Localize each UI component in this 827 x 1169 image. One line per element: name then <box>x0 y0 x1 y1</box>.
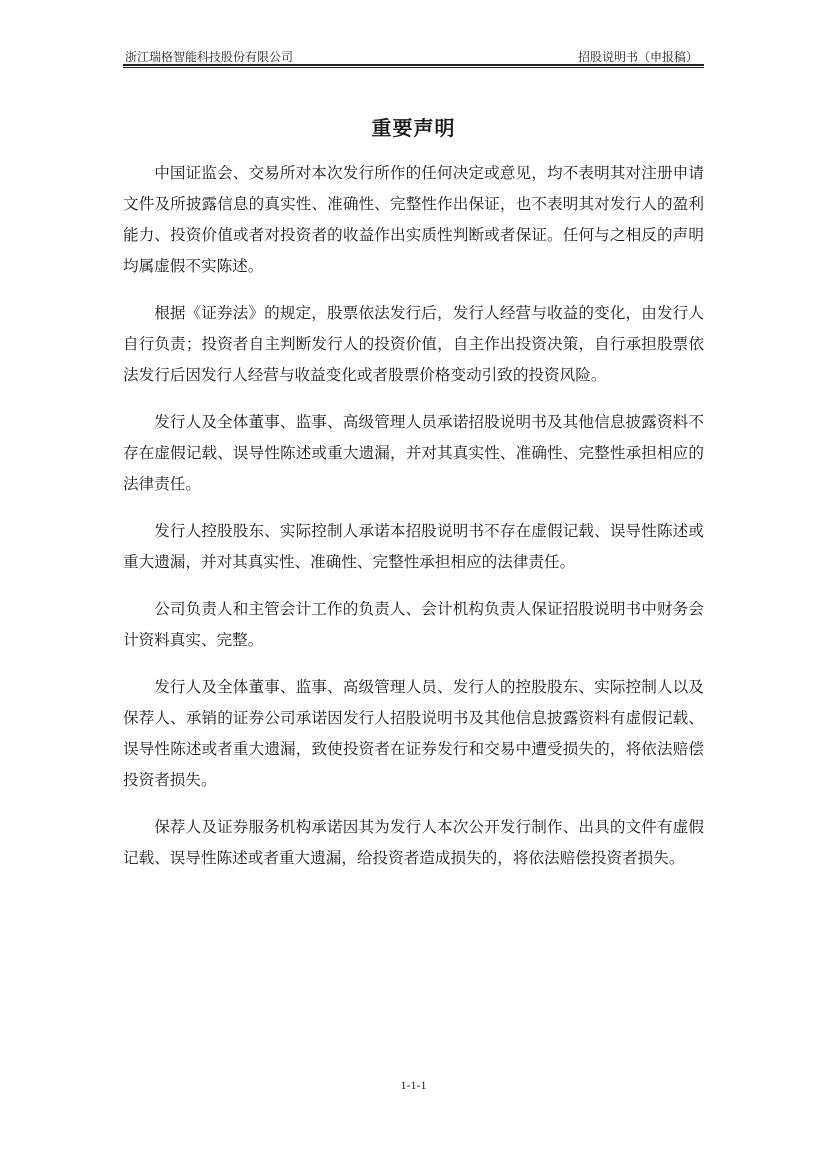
statement-body <box>123 158 704 890</box>
paragraph-2: 根据《证券法》的规定，股票依法发行后，发行人经营与收益的变化，由发行人自行负责；投资者自主判断发行人的投资价值，自主作出投资决策，自行承担股票依法发行后因发行人经营与收益变化或者股票价格变动引致的投资风险。 <box>123 304 704 384</box>
page-header <box>123 46 704 66</box>
paragraph-6: 发行人及全体董事、监事、高级管理人员、发行人的控股股东、实际控制人以及保荐人、承销的证券公司承诺因发行人招股说明书及其他信息披露资料有虚假记载、误导性陈述或者重大遗漏，致使投资者在证券发行和交易中遭受损失的，将依法赔偿投资者损失。 <box>123 678 704 789</box>
header-company-name: 浙江瑞格智能科技股份有限公司 <box>125 50 294 64</box>
paragraph-5: 公司负责人和主管会计工作的负责人、会计机构负责人保证招股说明书中财务会计资料真实、完整。 <box>123 600 704 649</box>
header-document-name: 招股说明书（申报稿） <box>577 50 698 64</box>
paragraph-4: 发行人控股股东、实际控制人承诺本招股说明书不存在虚假记载、误导性陈述或重大遗漏，并对其真实性、准确性、完整性承担相应的法律责任。 <box>123 522 704 571</box>
paragraph-1: 中国证监会、交易所对本次发行所作的任何决定或意见，均不表明其对注册申请文件及所披露信息的真实性、准确性、完整性作出保证，也不表明其对发行人的盈利能力、投资价值或者对投资者的收益作出实质性判断或者保证。任何与之相反的声明均属虚假不实陈述。 <box>123 164 704 275</box>
paragraph-7: 保荐人及证券服务机构承诺因其为发行人本次公开发行制作、出具的文件有虚假记载、误导性陈述或者重大遗漏，给投资者造成损失的，将依法赔偿投资者损失。 <box>123 818 704 867</box>
page-title: 重要声明 <box>371 116 456 140</box>
paragraph-3: 发行人及全体董事、监事、高级管理人员承诺招股说明书及其他信息披露资料不存在虚假记载、误导性陈述或重大遗漏，并对其真实性、准确性、完整性承担相应的法律责任。 <box>123 413 704 493</box>
header-rule-thin <box>123 67 704 68</box>
page-number: 1-1-1 <box>400 1078 427 1092</box>
header-rule-thick <box>123 64 704 66</box>
